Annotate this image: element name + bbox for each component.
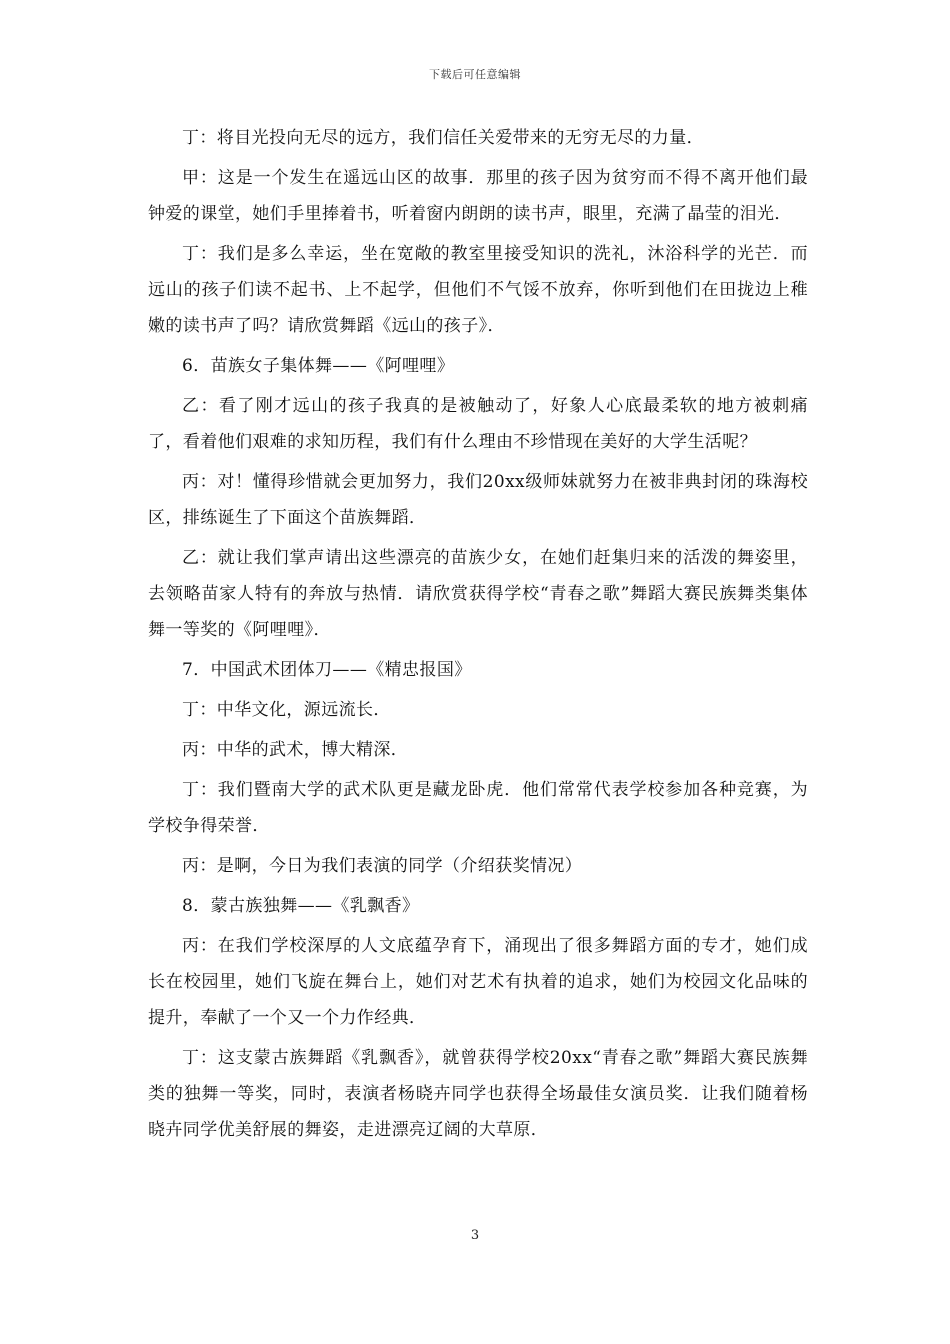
- paragraph: 丁：我们暨南大学的武术队更是藏龙卧虎．他们常常代表学校参加各种竞赛，为学校争得荣誉．: [148, 780, 808, 836]
- page-header-note: 下载后可任意编辑: [429, 68, 521, 81]
- paragraph: 丙：是啊，今日为我们表演的同学（介绍获奖情况）: [182, 856, 583, 876]
- paragraph: 丙：对！懂得珍惜就会更加努力，我们20xx级师妹就努力在被非典封闭的珠海校区，排练诞生了下面这个苗族舞蹈．: [148, 472, 808, 528]
- program-item-heading: 6．苗族女子集体舞——《阿哩哩》: [182, 356, 455, 376]
- paragraph: 丁：这支蒙古族舞蹈《乳飘香》，就曾获得学校20xx“青春之歌”舞蹈大赛民族舞类的独舞一等奖，同时，表演者杨晓卉同学也获得全场最佳女演员奖．让我们随着杨晓卉同学优美舒展的舞姿，走进漂亮辽阔的大草原．: [148, 1048, 808, 1140]
- paragraph: 丁：中华文化，源远流长．: [182, 700, 391, 720]
- program-item-heading: 7．中国武术团体刀——《精忠报国》: [182, 660, 472, 680]
- page-number: 3: [470, 1228, 480, 1243]
- program-item-heading: 8．蒙古族独舞——《乳飘香》: [182, 896, 420, 916]
- paragraph: 丁：我们是多么幸运，坐在宽敞的教室里接受知识的洗礼，沐浴科学的光芒．而远山的孩子们读不起书、上不起学，但他们不气馁不放弃，你听到他们在田拢边上稚嫩的读书声了吗？请欣赏舞蹈《远山的孩子》．: [148, 244, 808, 336]
- paragraph: 丁：将目光投向无尽的远方，我们信任关爱带来的无穷无尽的力量．: [182, 128, 704, 148]
- paragraph: 甲：这是一个发生在遥远山区的故事．那里的孩子因为贫穷而不得不离开他们最钟爱的课堂，她们手里捧着书，听着窗内朗朗的读书声，眼里，充满了晶莹的泪光．: [148, 168, 808, 224]
- paragraph: 丙：在我们学校深厚的人文底蕴孕育下，涌现出了很多舞蹈方面的专才，她们成长在校园里，她们飞旋在舞台上，她们对艺术有执着的追求，她们为校园文化品味的提升，奉献了一个又一个力作经典．: [148, 936, 808, 1028]
- paragraph: 丙：中华的武术，博大精深．: [182, 740, 409, 760]
- paragraph: 乙：就让我们掌声请出这些漂亮的苗族少女，在她们赶集归来的活泼的舞姿里，去领略苗家人特有的奔放与热情．请欣赏获得学校“青春之歌”舞蹈大赛民族舞类集体舞一等奖的《阿哩哩》．: [148, 548, 808, 640]
- document-body: [148, 120, 808, 1152]
- paragraph: 乙：看了刚才远山的孩子我真的是被触动了，好象人心底最柔软的地方被刺痛了，看着他们艰难的求知历程，我们有什么理由不珍惜现在美好的大学生活呢？: [148, 396, 808, 452]
